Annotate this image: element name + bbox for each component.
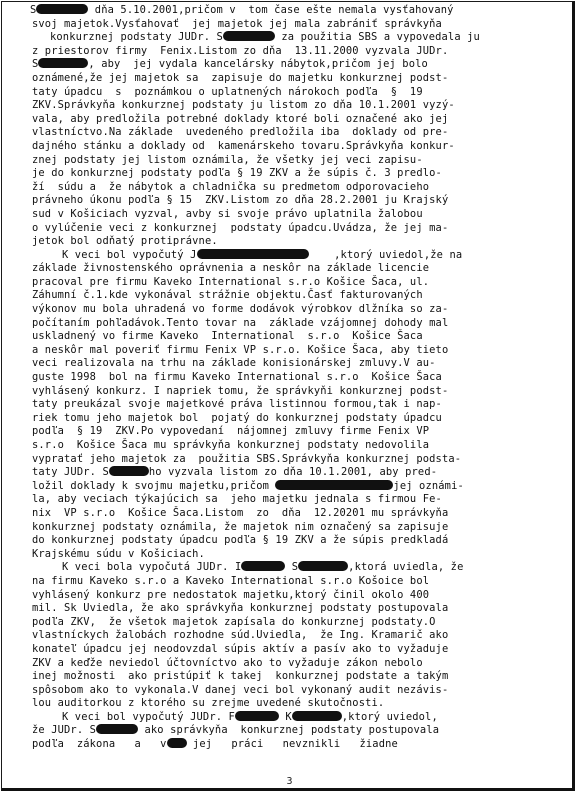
- line-text: vyhlásený konkurz. I napriek tomu, že správkyňi konkurznej podst-: [32, 384, 449, 397]
- line-text: K veci bol vypočutý JUDr. F: [62, 710, 235, 723]
- line-text: Záhumní č.1.kde vykonával strážnie objektu.Časť fakturovaných: [32, 289, 423, 302]
- text-line: [0, 58, 579, 72]
- text-line: [0, 616, 579, 630]
- text-line: [0, 575, 579, 589]
- redaction-bar: [197, 249, 309, 259]
- redaction-bar: [298, 561, 348, 571]
- line-text: jej práci nevznikli žiadne: [186, 738, 398, 751]
- line-text: S: [285, 561, 299, 574]
- line-text: jej oznámi-: [393, 479, 464, 492]
- line-text: dňa 5.10.2001,pričom v tom čase ešte nemala vysťahovaný: [88, 4, 454, 16]
- text-line: [0, 72, 579, 86]
- text-line: [0, 45, 579, 59]
- text-line: [0, 289, 579, 303]
- redaction-bar: [275, 480, 393, 490]
- line-text: riek tomu jeho majetok bol pojatý do konkurznej podstaty úpadcu: [32, 411, 442, 424]
- text-line: [0, 724, 579, 738]
- line-text: a neskôr mal poveriť firmu Fenix VP s.r.o. Košice Šaca, aby tieto: [32, 343, 449, 356]
- text-line: [0, 453, 579, 467]
- text-line: [0, 249, 579, 263]
- text-line: [0, 167, 579, 181]
- text-line: [0, 99, 579, 113]
- text-line: [0, 4, 579, 18]
- text-line: [0, 126, 579, 140]
- line-text: na firmu Kaveko s.r.o a Kaveko International s.r.o Košoice bol: [32, 574, 430, 587]
- line-text: mil. Sk Uviedla, že ako správkyňa konkurznej podstaty postupovala: [32, 602, 449, 615]
- line-text: ložil doklady k svojmu majetku,pričom: [32, 479, 276, 492]
- text-line: [0, 561, 579, 575]
- line-text: jetok bol odňatý protiprávne.: [32, 235, 218, 248]
- redaction-bar: [96, 724, 138, 734]
- text-line: [0, 697, 579, 711]
- redaction-bar: [167, 738, 187, 748]
- redaction-bar: [38, 58, 88, 68]
- line-text: sud v Košiciach vyzval, avby si svoje právo uplatnila žalobou: [32, 207, 423, 220]
- line-text: právneho úkonu podľa § 15 ZKV.Listom zo dňa 28.2.2001 ju Krajský: [32, 194, 449, 207]
- line-text: nix VP s.r.o Košice Šaca.Listom zo dňa 12.20201 mu správkyňa: [32, 506, 449, 519]
- text-line: [0, 18, 579, 32]
- line-text: uskladnený vo firme Kaveko International s.r.o Košice Šaca: [32, 330, 423, 343]
- line-text: Krajskému súdu v Košiciach.: [32, 547, 205, 560]
- line-text: taty preukázal svoje majetkové práva listinnou formou,tak i nap-: [32, 398, 442, 411]
- line-text: ZKV a keďže neviedol účtovníctvo ako to vyžaduje zákon nebolo: [32, 656, 423, 669]
- line-text: ,ktorý uviedol,že na: [308, 248, 463, 261]
- line-text: ako správkyňa konkurznej podstaty postupovala: [138, 724, 440, 737]
- text-line: [0, 657, 579, 671]
- line-text: ho vyzvala listom zo dňa 10.1.2001, aby pred-: [148, 466, 438, 479]
- text-line: [0, 357, 579, 371]
- line-text: podľa § 19 ZKV.Po vypovedaní nájomnej zmluvy firme Fenix VP: [32, 425, 430, 438]
- text-line: [0, 684, 579, 698]
- text-line: [0, 154, 579, 168]
- redaction-bar: [241, 561, 285, 571]
- line-text: z priestorov firmy Fenix.Listom zo dňa 13.11.2000 vyzvala JUDr.: [32, 44, 449, 57]
- text-line: [0, 113, 579, 127]
- line-text: vlastníckych žalobách rozhodne súd.Uviedla, že Ing. Kramarič ako: [32, 629, 449, 642]
- text-line: [0, 493, 579, 507]
- line-text: do konkurznej podstaty úpadcu podľa § 19 ZKV a že súpis predkladá: [32, 534, 449, 547]
- text-line: [0, 629, 579, 643]
- line-text: za použitia SBS a vypovedala ju: [274, 31, 480, 44]
- line-text: spôsobom ako to vykonala.V danej veci bol vykonaný audit nezávis-: [32, 683, 449, 696]
- redaction-bar: [36, 4, 88, 14]
- text-line: [0, 534, 579, 548]
- text-line: [0, 548, 579, 562]
- text-line: [0, 412, 579, 426]
- redaction-bar: [109, 466, 149, 476]
- line-text: vypratať jeho majetok za použitia SBS.Správkyňa konkurznej podsta-: [32, 452, 462, 465]
- text-line: [0, 86, 579, 100]
- text-line: [0, 262, 579, 276]
- line-text: podľa ZKV, že všetok majetok zapísala do konkurznej podstaty.O: [32, 615, 436, 628]
- line-text: , aby jej vydala kancelársky nábytok,pričom jej bolo: [88, 58, 428, 71]
- text-line: [0, 738, 579, 752]
- text-line: [0, 317, 579, 331]
- line-text: lou auditorkou z ktorého su zrejme uvedené skutočnosti.: [32, 697, 385, 710]
- redaction-bar: [292, 711, 342, 721]
- text-line: [0, 371, 579, 385]
- line-text: konkurznej podstaty oznámila, že majetok nim označený sa zapisuje: [32, 520, 449, 533]
- text-line: [0, 235, 579, 249]
- text-line: [0, 439, 579, 453]
- redaction-bar: [235, 711, 279, 721]
- text-line: [0, 507, 579, 521]
- line-text: oznámené,že jej majetok sa zapisuje do majetku konkurznej podst-: [32, 71, 449, 84]
- line-text: la, aby veciach týkajúcich sa jeho majetku jednala s firmou Fe-: [32, 493, 442, 506]
- text-line: [0, 208, 579, 222]
- page-number: 3: [286, 776, 293, 787]
- line-text: K: [278, 710, 292, 723]
- line-text: ,ktorý uviedol,: [341, 710, 438, 723]
- line-text: dajného stánku a doklady od kamenárskeho tovaru.Správkyňa konkur-: [32, 139, 455, 152]
- line-text: základe živnostenského oprávnenia a neskôr na základe licencie: [32, 262, 430, 275]
- line-text: K veci bola vypočutá JUDr. I: [62, 561, 242, 574]
- text-line: [0, 276, 579, 290]
- line-text: o vylúčenie veci z konkurznej podstaty úpadcu.Uvádza, že jej ma-: [32, 221, 449, 234]
- text-line: [0, 303, 579, 317]
- line-text: veci realizovala na trhu na základe konisionárskej zmluvy.V au-: [32, 357, 436, 370]
- line-text: výkonov mu bola uhradená vo forme dodávok výrobkov dlžníka so za-: [32, 303, 449, 316]
- line-text: taty JUDr. S: [32, 466, 109, 479]
- line-text: S: [30, 4, 37, 16]
- text-line: [0, 521, 579, 535]
- text-line: [0, 398, 579, 412]
- line-text: vala, aby predložila potrebné doklady ktoré boli označené ako jej: [32, 112, 449, 125]
- text-line: [0, 140, 579, 154]
- line-text: vyhlásený konkurz pre nedostatok majetku,ktorý činil okolo 400: [32, 588, 430, 601]
- line-text: je do konkurznej podstaty podľa § 19 ZKV a že súpis č. 3 predlo-: [32, 167, 442, 180]
- line-text: guste 1998 bol na firmu Kaveko International s.r.o Košice Šaca: [32, 371, 442, 384]
- redaction-bar: [223, 31, 275, 41]
- line-text: s.r.o Košice Šaca mu správkyňa konkurznej podstaty nedovolila: [32, 439, 430, 451]
- text-line: [0, 181, 579, 195]
- text-line: [0, 222, 579, 236]
- line-text: pracoval pre firmu Kaveko International s.r.o Košice Šaca, ul.: [32, 275, 430, 288]
- text-line: [0, 602, 579, 616]
- line-text: ZKV.Správkyňa konkurznej podstaty ju listom zo dňa 10.1.2001 vyzý-: [32, 99, 455, 112]
- document-body: [0, 4, 579, 752]
- line-text: inej možnosti ako pristúpiť k takej konkurznej podstate a takým: [32, 670, 449, 683]
- text-line: [0, 385, 579, 399]
- line-text: S: [32, 58, 39, 71]
- line-text: počítaním pohľadávok.Tento tovar na základe vzájomnej dohody mal: [32, 316, 449, 329]
- line-text: konkurznej podstaty JUDr. S: [50, 31, 223, 44]
- text-line: [0, 31, 579, 45]
- text-line: [0, 425, 579, 439]
- line-text: vlastníctvo.Na základe uvedeného predložila iba doklady od pre-: [32, 126, 449, 139]
- line-text: ,ktorá uviedla, že: [348, 561, 464, 574]
- line-text: svoj majetok.Vysťahovať jej majetok jej mala zabrániť správkyňa: [32, 17, 442, 30]
- text-line: [0, 330, 579, 344]
- line-text: taty úpadcu s poznámkou o uplatnených nárokoch podľa § 19: [32, 85, 423, 98]
- line-text: znej podstaty jej listom oznámila, že všetky jej veci zapisu-: [32, 153, 423, 166]
- line-text: že JUDr. S: [32, 724, 97, 737]
- text-line: [0, 711, 579, 725]
- line-text: K veci bol vypočutý J: [62, 248, 197, 261]
- text-line: [0, 643, 579, 657]
- text-line: [0, 344, 579, 358]
- line-text: konateľ úpadcu jej neodovzdal súpis aktív a pasív ako to vyžaduje: [32, 642, 449, 655]
- line-text: ží súdu a že nábytok a chladnička su predmetom odporovacieho: [32, 180, 430, 193]
- text-line: [0, 194, 579, 208]
- text-line: [0, 670, 579, 684]
- text-line: [0, 589, 579, 603]
- text-line: [0, 480, 579, 494]
- text-line: [0, 466, 579, 480]
- line-text: podľa zákona a v: [32, 738, 167, 751]
